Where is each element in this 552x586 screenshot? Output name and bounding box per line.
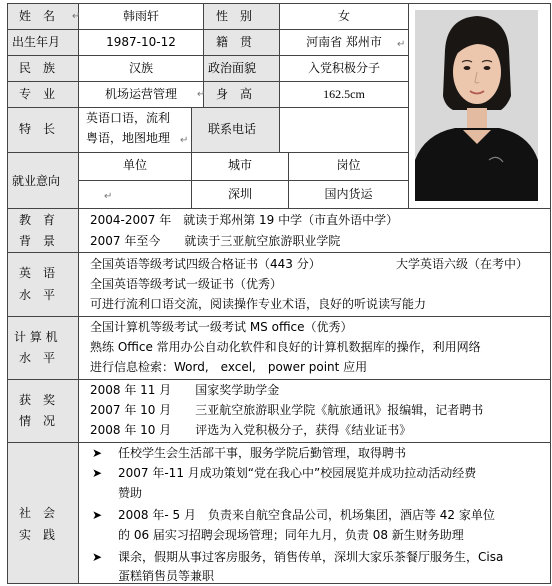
row-line [7, 55, 408, 56]
portrait-image [415, 10, 538, 201]
computer-label-2: 水 平 [19, 351, 56, 365]
practice-label-2: 实 践 [19, 528, 56, 542]
row-line [7, 107, 408, 108]
bullet-arrow-icon: ➤ [92, 550, 103, 564]
paragraph-mark: ↵ [180, 135, 189, 146]
phone-label: 联系电话 [208, 122, 257, 136]
row-line [7, 152, 408, 153]
practice-item-3-line1: 2008 年- 5 月 负责来自航空食品公司，机场集团，酒店等 42 家单位 [118, 508, 495, 522]
intent-post-value: 国内货运 [324, 187, 373, 201]
skills-label: 特 长 [19, 122, 56, 136]
bullet-arrow-icon: ➤ [92, 508, 103, 522]
politics-value: 入党积极分子 [307, 61, 380, 75]
row-line [7, 81, 408, 82]
english-label-2: 水 平 [19, 288, 56, 302]
row-line [7, 29, 408, 30]
awards-label-2: 情 况 [19, 414, 56, 428]
english-line-2: 全国英语等级考试一级证书（优秀） [90, 277, 283, 291]
table-border-left [7, 3, 8, 584]
edu-label-1: 教 育 [19, 213, 56, 227]
intent-post-header: 岗位 [336, 158, 361, 172]
edu-line-2: 2007 年至今 就读于三亚航空旅游职业学院 [90, 234, 341, 248]
english-label-1: 英 语 [19, 266, 56, 280]
label-bg-awards [7, 379, 78, 442]
name-label: 姓 名 [19, 9, 56, 23]
row-line [78, 180, 408, 181]
practice-item-4-line2: 蛋糕销售员等兼职 [118, 569, 215, 583]
label-bg-computer [7, 316, 78, 379]
edu-label-2: 背 景 [19, 234, 56, 248]
computer-label-1: 计 算 机 [14, 330, 58, 344]
ethnicity-label: 民 族 [19, 61, 56, 75]
bullet-arrow-icon: ➤ [92, 466, 103, 480]
practice-item-2-line2: 赞助 [118, 486, 143, 500]
major-value: 机场运营管理 [104, 87, 177, 101]
origin-label: 籍 贯 [216, 35, 253, 49]
edu-line-1: 2004-2007 年 就读于郑州第 19 中学（市直外语中学） [90, 213, 399, 227]
skills-value-line2: 粤语，地图地理 [86, 131, 171, 145]
name-value: 韩雨轩 [122, 9, 159, 23]
gender-label: 性 别 [216, 9, 253, 23]
practice-item-4-line1: 课余，假期从事过客房服务，销售传单，深圳大家乐茶餐厅服务生，Cisa [118, 550, 504, 564]
computer-line-1: 全国计算机等级考试一级考试 MS office（优秀） [90, 320, 353, 334]
intent-unit-header: 单位 [122, 158, 147, 172]
col-line [408, 3, 409, 208]
practice-item-1: 任校学生会生活部干事，服务学院后勤管理，取得聘书 [118, 446, 407, 460]
ethnicity-value: 汉族 [128, 61, 153, 75]
paragraph-mark: ↵ [104, 191, 113, 202]
paragraph-mark: ↵ [197, 89, 206, 100]
intent-city-header: 城市 [227, 158, 252, 172]
politics-label: 政治面貌 [208, 61, 257, 75]
major-label: 专 业 [19, 87, 56, 101]
bullet-arrow-icon: ➤ [92, 446, 103, 460]
col-line [279, 3, 280, 152]
table-border-right [550, 3, 551, 584]
row-line [7, 379, 551, 380]
english-line-1-right: 大学英语六级（在考中） [396, 257, 529, 271]
english-line-3: 可进行流利口语交流，阅读操作专业术语，良好的听说读写能力 [90, 297, 427, 311]
skills-value-line1: 英语口语，流利 [86, 111, 171, 125]
dob-label: 出生年月 [12, 35, 61, 49]
award-line-3: 2008 年 10 月 评选为入党积极分子，获得《结业证书》 [90, 423, 412, 437]
practice-item-3-line2: 的 06 届实习招聘会现场管理；同年九月，负责 08 新生财务助理 [118, 528, 464, 542]
origin-value: 河南省 郑州市 [306, 35, 382, 49]
paragraph-mark: ↵ [72, 11, 81, 22]
dob-value: 1987-10-12 [106, 35, 176, 49]
english-line-1: 全国英语等级考试四级合格证书（443 分） [90, 257, 321, 271]
height-value: 162.5cm [323, 87, 365, 101]
table-border-bottom [7, 583, 551, 584]
intent-city-value: 深圳 [227, 187, 252, 201]
row-line [7, 208, 551, 209]
practice-label-1: 社 会 [19, 506, 56, 520]
profile-photo [415, 10, 538, 201]
computer-line-3: 进行信息检索：Word, excel, power point 应用 [90, 360, 368, 374]
awards-label-1: 获 奖 [19, 393, 56, 407]
award-line-1: 2008 年 11 月 国家奖学助学金 [90, 383, 280, 397]
intent-label: 就业意向 [12, 174, 61, 188]
row-line [7, 442, 551, 443]
practice-item-2-line1: 2007 年-11 月成功策划“党在我心中”校园展览并成功拉动活动经费 [118, 466, 477, 480]
paragraph-mark: ↵ [397, 39, 406, 50]
award-line-2: 2007 年 10 月 三亚航空旅游职业学院《航旅通讯》报编辑，记者聘书 [90, 403, 484, 417]
label-bg-english [7, 252, 78, 316]
row-line [7, 252, 551, 253]
row-line [7, 316, 551, 317]
computer-line-2: 熟练 Office 常用办公自动化软件和良好的计算机数据库的操作，利用网络 [90, 340, 481, 354]
col-line [191, 107, 192, 152]
height-label: 身 高 [216, 87, 253, 101]
gender-value: 女 [337, 9, 350, 23]
